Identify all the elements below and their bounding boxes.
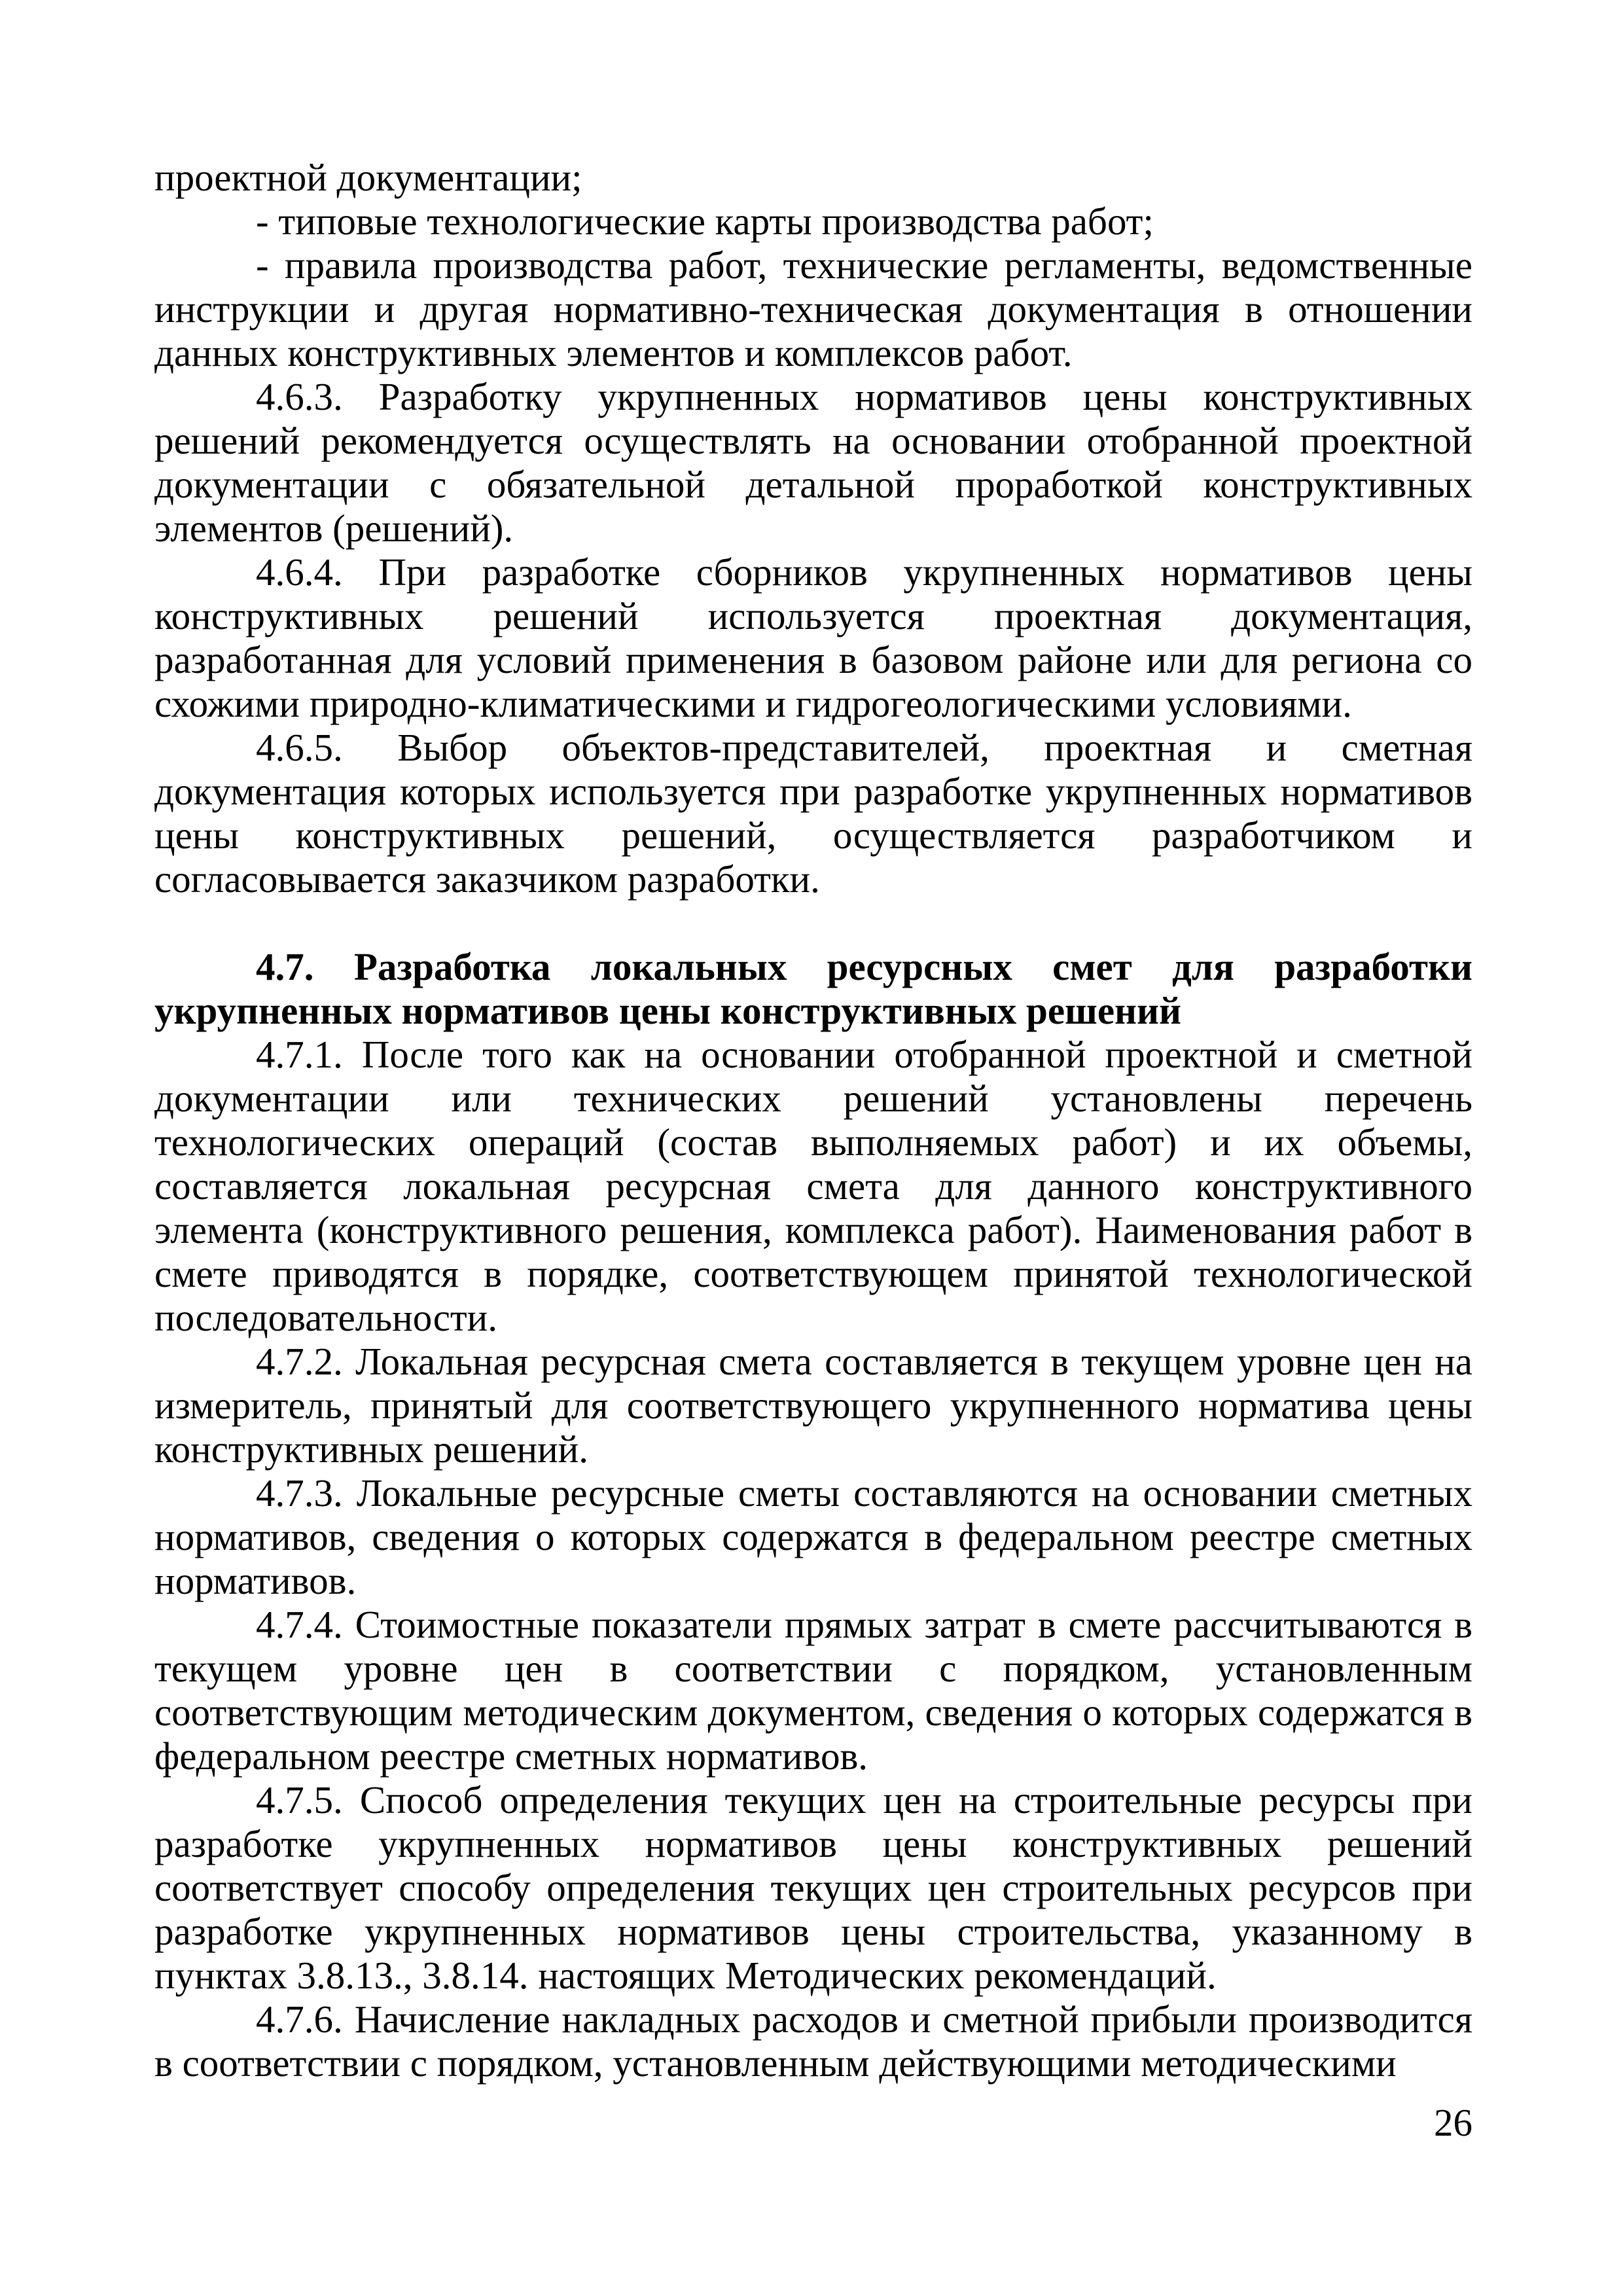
paragraph-continuation: проектной документации; [154, 156, 582, 199]
paragraph-4-7-4: 4.7.4. Стоимостные показатели прямых затрат в смете рассчитываются в текущем уровне цен в соответствии с порядком, установленным соответствующим методическим документом, сведения о которых содержатся в федеральном реестре сметных нормативов. [154, 1603, 1472, 1778]
page-number: 26 [1434, 2101, 1472, 2144]
document-body [154, 156, 1472, 2085]
list-item-tech-cards: - типовые технологические карты производства работ; [256, 200, 1154, 243]
paragraph-4-7-6: 4.7.6. Начисление накладных расходов и сметной прибыли производится в соответствии с порядком, установленным действующими методическими [154, 1998, 1472, 2085]
paragraph-4-7-3: 4.7.3. Локальные ресурсные сметы составляются на основании сметных нормативов, сведения о которых содержатся в федеральном реестре сметных нормативов. [154, 1471, 1472, 1602]
section-heading-4-7: 4.7. Разработка локальных ресурсных смет для разработки укрупненных нормативов цены конструктивных решений [154, 945, 1472, 1032]
paragraph-4-6-3: 4.6.3. Разработку укрупненных нормативов цены конструктивных решений рекомендуется осуществлять на основании отобранной проектной документации с обязательной детальной проработкой конструктивных элементов (решений). [154, 375, 1472, 550]
list-item-rules: - правила производства работ, технические регламенты, ведомственные инструкции и другая нормативно-техническая документация в отношении данных конструктивных элементов и комплексов работ. [154, 243, 1472, 374]
paragraph-4-7-2: 4.7.2. Локальная ресурсная смета составляется в текущем уровне цен на измеритель, принятый для соответствующего укрупненного норматива цены конструктивных решений. [154, 1340, 1472, 1471]
paragraph-4-6-4: 4.6.4. При разработке сборников укрупненных нормативов цены конструктивных решений используется проектная документация, разработанная для условий применения в базовом районе или для региона со схожими природно-климатическими и гидрогеологическими условиями. [154, 550, 1472, 725]
paragraph-4-7-5: 4.7.5. Способ определения текущих цен на строительные ресурсы при разработке укрупненных нормативов цены конструктивных решений соответствует способу определения текущих цен строительных ресурсов при разработке укрупненных нормативов цены строительства, указанному в пунктах 3.8.13., 3.8.14. настоящих Методических рекомендаций. [154, 1778, 1472, 1997]
paragraph-4-7-1: 4.7.1. После того как на основании отобранной проектной и сметной документации или технических решений установлены перечень технологических операций (состав выполняемых работ) и их объемы, составляется локальная ресурсная смета для данного конструктивного элемента (конструктивного решения, комплекса работ). Наименования работ в смете приводятся в порядке, соответствующем принятой технологической последовательности. [154, 1033, 1472, 1339]
paragraph-4-6-5: 4.6.5. Выбор объектов-представителей, проектная и сметная документация которых используется при разработке укрупненных нормативов цены конструктивных решений, осуществляется разработчиком и согласовывается заказчиком разработки. [154, 726, 1472, 901]
